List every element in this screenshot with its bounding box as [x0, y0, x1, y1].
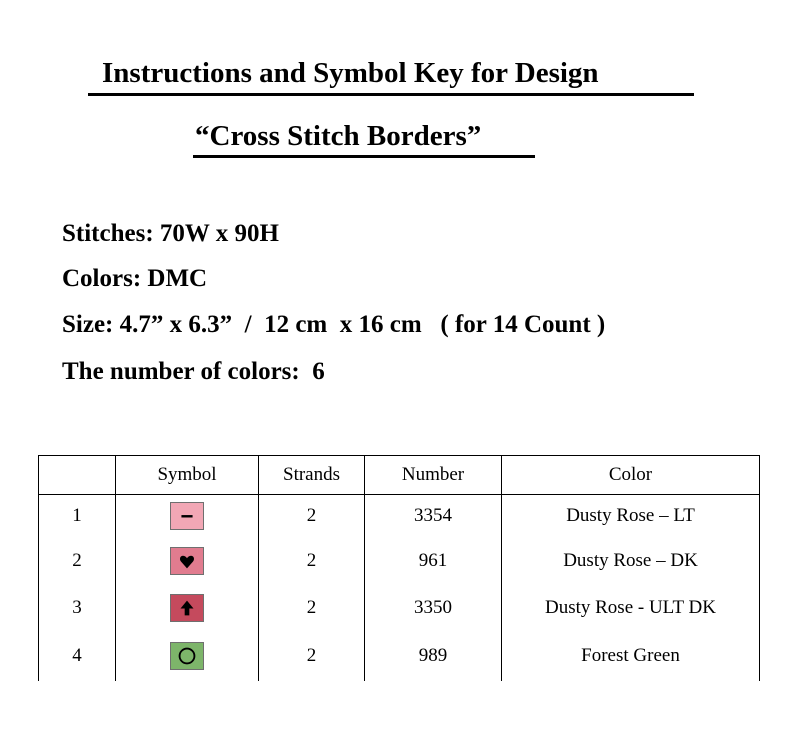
header-index: [39, 456, 116, 495]
info-stitches: Stitches: 70W x 90H: [62, 220, 279, 247]
table-row: [39, 495, 760, 538]
row-index: 4: [39, 631, 116, 681]
title-line-1: Instructions and Symbol Key for Design: [102, 57, 599, 89]
header-number: Number: [365, 456, 502, 495]
header-symbol: Symbol: [116, 456, 259, 495]
table-row: [39, 584, 760, 631]
row-number: 3354: [365, 495, 502, 538]
row-number: 961: [365, 537, 502, 584]
symbol-cell: [116, 537, 259, 584]
symbol-cell: [116, 631, 259, 681]
row-color: Dusty Rose – DK: [502, 537, 760, 584]
row-index: 3: [39, 584, 116, 631]
table-header-row: [39, 456, 760, 495]
row-number: 989: [365, 631, 502, 681]
symbol-cell: [116, 495, 259, 538]
header-strands: Strands: [259, 456, 365, 495]
row-color: Forest Green: [502, 631, 760, 681]
title-underline-1: [88, 93, 694, 96]
info-colors: Colors: DMC: [62, 265, 208, 292]
symbol-key-table: [38, 455, 760, 681]
info-size: Size: 4.7” x 6.3” / 12 cm x 16 cm ( for 14 Count ): [62, 311, 606, 338]
arrow-up-icon: [170, 594, 204, 622]
row-strands: 2: [259, 537, 365, 584]
row-strands: 2: [259, 495, 365, 538]
circle-icon: [170, 642, 204, 670]
title-underline-2: [193, 155, 535, 158]
title-line-2: “Cross Stitch Borders”: [195, 120, 482, 152]
row-index: 2: [39, 537, 116, 584]
heart-icon: [170, 547, 204, 575]
symbol-cell: [116, 584, 259, 631]
row-color: Dusty Rose - ULT DK: [502, 584, 760, 631]
info-color-count: The number of colors: 6: [62, 358, 325, 385]
row-strands: 2: [259, 584, 365, 631]
header-color: Color: [502, 456, 760, 495]
row-number: 3350: [365, 584, 502, 631]
table-row: [39, 537, 760, 584]
row-strands: 2: [259, 631, 365, 681]
row-color: Dusty Rose – LT: [502, 495, 760, 538]
table-row: [39, 631, 760, 681]
row-index: 1: [39, 495, 116, 538]
dash-icon: [170, 502, 204, 530]
